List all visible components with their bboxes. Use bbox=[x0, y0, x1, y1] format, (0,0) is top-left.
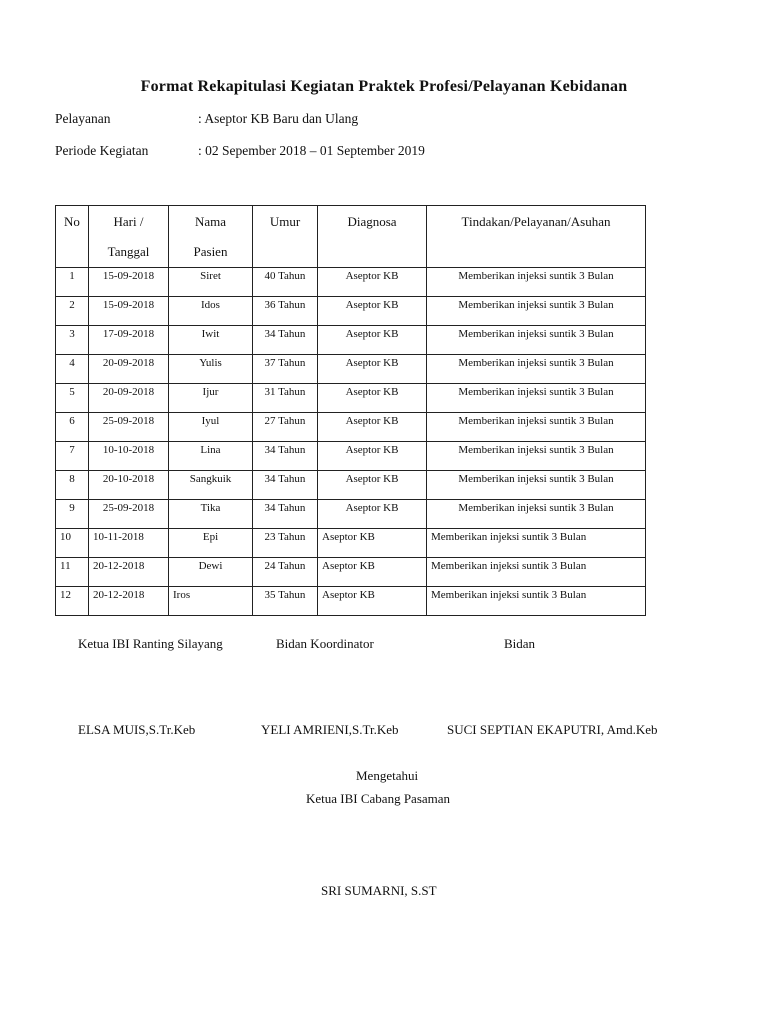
cell-umur: 37 Tahun bbox=[253, 355, 318, 384]
cell-diagnosa: Aseptor KB bbox=[318, 471, 427, 500]
cell-no: 4 bbox=[56, 355, 89, 384]
cell-diagnosa: Aseptor KB bbox=[318, 500, 427, 529]
ketua-cabang-name: SRI SUMARNI, S.ST bbox=[321, 883, 437, 898]
cell-diagnosa: Aseptor KB bbox=[318, 558, 427, 587]
header-hari-tanggal: Hari / Tanggal bbox=[89, 206, 169, 268]
periode-label: Periode Kegiatan bbox=[55, 143, 149, 158]
cell-nama: Yulis bbox=[169, 355, 253, 384]
cell-nama: Iros bbox=[169, 587, 253, 616]
cell-tanggal: 20-10-2018 bbox=[89, 471, 169, 500]
cell-tindakan: Memberikan injeksi suntik 3 Bulan bbox=[427, 558, 646, 587]
cell-tindakan: Memberikan injeksi suntik 3 Bulan bbox=[427, 268, 646, 297]
ketua-ranting-name: ELSA MUIS,S.Tr.Keb bbox=[78, 722, 196, 737]
document-title: Format Rekapitulasi Kegiatan Praktek Profesi/Pelayanan Kebidanan bbox=[140, 78, 628, 95]
table-row bbox=[56, 326, 646, 355]
table-row bbox=[56, 558, 646, 587]
rekap-table bbox=[55, 205, 646, 616]
header-tindakan: Tindakan/Pelayanan/Asuhan bbox=[427, 206, 646, 268]
cell-nama: Tika bbox=[169, 500, 253, 529]
cell-tindakan: Memberikan injeksi suntik 3 Bulan bbox=[427, 326, 646, 355]
cell-umur: 34 Tahun bbox=[253, 442, 318, 471]
header-umur: Umur bbox=[253, 206, 318, 268]
table-header-row bbox=[56, 206, 646, 268]
pelayanan-label: Pelayanan bbox=[55, 111, 111, 126]
cell-tanggal: 20-09-2018 bbox=[89, 355, 169, 384]
cell-umur: 34 Tahun bbox=[253, 471, 318, 500]
cell-tindakan: Memberikan injeksi suntik 3 Bulan bbox=[427, 384, 646, 413]
header-diagnosa: Diagnosa bbox=[318, 206, 427, 268]
cell-tanggal: 17-09-2018 bbox=[89, 326, 169, 355]
cell-umur: 34 Tahun bbox=[253, 500, 318, 529]
cell-umur: 35 Tahun bbox=[253, 587, 318, 616]
ketua-ranting-title: Ketua IBI Ranting Silayang bbox=[78, 636, 223, 651]
cell-no: 11 bbox=[56, 558, 89, 587]
cell-nama: Ijur bbox=[169, 384, 253, 413]
bidan-name: SUCI SEPTIAN EKAPUTRI, Amd.Keb bbox=[447, 722, 658, 737]
cell-umur: 36 Tahun bbox=[253, 297, 318, 326]
table-row bbox=[56, 413, 646, 442]
cell-tindakan: Memberikan injeksi suntik 3 Bulan bbox=[427, 500, 646, 529]
cell-diagnosa: Aseptor KB bbox=[318, 297, 427, 326]
pelayanan-value: : Aseptor KB Baru dan Ulang bbox=[198, 111, 359, 126]
ketua-cabang-title: Ketua IBI Cabang Pasaman bbox=[306, 791, 451, 806]
table-row bbox=[56, 587, 646, 616]
cell-diagnosa: Aseptor KB bbox=[318, 384, 427, 413]
cell-diagnosa: Aseptor KB bbox=[318, 529, 427, 558]
table-row bbox=[56, 471, 646, 500]
header-nama-pasien: Nama Pasien bbox=[169, 206, 253, 268]
table-row bbox=[56, 297, 646, 326]
cell-tanggal: 15-09-2018 bbox=[89, 268, 169, 297]
cell-nama: Siret bbox=[169, 268, 253, 297]
cell-no: 3 bbox=[56, 326, 89, 355]
cell-nama: Lina bbox=[169, 442, 253, 471]
cell-no: 1 bbox=[56, 268, 89, 297]
cell-no: 8 bbox=[56, 471, 89, 500]
cell-tindakan: Memberikan injeksi suntik 3 Bulan bbox=[427, 442, 646, 471]
table-row bbox=[56, 442, 646, 471]
cell-diagnosa: Aseptor KB bbox=[318, 268, 427, 297]
table-row bbox=[56, 500, 646, 529]
cell-diagnosa: Aseptor KB bbox=[318, 326, 427, 355]
cell-umur: 27 Tahun bbox=[253, 413, 318, 442]
cell-no: 9 bbox=[56, 500, 89, 529]
cell-umur: 40 Tahun bbox=[253, 268, 318, 297]
cell-diagnosa: Aseptor KB bbox=[318, 413, 427, 442]
cell-tanggal: 25-09-2018 bbox=[89, 500, 169, 529]
cell-tindakan: Memberikan injeksi suntik 3 Bulan bbox=[427, 529, 646, 558]
table-row bbox=[56, 355, 646, 384]
cell-umur: 23 Tahun bbox=[253, 529, 318, 558]
periode-value: : 02 Sepember 2018 – 01 September 2019 bbox=[198, 143, 425, 158]
cell-nama: Dewi bbox=[169, 558, 253, 587]
cell-tanggal: 20-09-2018 bbox=[89, 384, 169, 413]
cell-no: 7 bbox=[56, 442, 89, 471]
bidan-title: Bidan bbox=[504, 636, 536, 651]
cell-tanggal: 25-09-2018 bbox=[89, 413, 169, 442]
cell-umur: 31 Tahun bbox=[253, 384, 318, 413]
cell-tanggal: 20-12-2018 bbox=[89, 558, 169, 587]
cell-tindakan: Memberikan injeksi suntik 3 Bulan bbox=[427, 471, 646, 500]
cell-diagnosa: Aseptor KB bbox=[318, 442, 427, 471]
cell-nama: Iyul bbox=[169, 413, 253, 442]
cell-tanggal: 15-09-2018 bbox=[89, 297, 169, 326]
mengetahui-label: Mengetahui bbox=[356, 768, 419, 783]
cell-tindakan: Memberikan injeksi suntik 3 Bulan bbox=[427, 355, 646, 384]
koordinator-name: YELI AMRIENI,S.Tr.Keb bbox=[261, 722, 399, 737]
cell-nama: Iwit bbox=[169, 326, 253, 355]
cell-nama: Idos bbox=[169, 297, 253, 326]
cell-tindakan: Memberikan injeksi suntik 3 Bulan bbox=[427, 297, 646, 326]
cell-no: 5 bbox=[56, 384, 89, 413]
cell-no: 10 bbox=[56, 529, 89, 558]
cell-tanggal: 10-11-2018 bbox=[89, 529, 169, 558]
cell-diagnosa: Aseptor KB bbox=[318, 587, 427, 616]
koordinator-title: Bidan Koordinator bbox=[276, 636, 374, 651]
table-row bbox=[56, 268, 646, 297]
table-row bbox=[56, 384, 646, 413]
cell-umur: 24 Tahun bbox=[253, 558, 318, 587]
cell-tindakan: Memberikan injeksi suntik 3 Bulan bbox=[427, 587, 646, 616]
table-row bbox=[56, 529, 646, 558]
cell-umur: 34 Tahun bbox=[253, 326, 318, 355]
header-no: No bbox=[56, 206, 89, 268]
cell-nama: Sangkuik bbox=[169, 471, 253, 500]
cell-no: 6 bbox=[56, 413, 89, 442]
cell-no: 2 bbox=[56, 297, 89, 326]
cell-tanggal: 10-10-2018 bbox=[89, 442, 169, 471]
cell-tanggal: 20-12-2018 bbox=[89, 587, 169, 616]
cell-no: 12 bbox=[56, 587, 89, 616]
cell-diagnosa: Aseptor KB bbox=[318, 355, 427, 384]
cell-nama: Epi bbox=[169, 529, 253, 558]
cell-tindakan: Memberikan injeksi suntik 3 Bulan bbox=[427, 413, 646, 442]
